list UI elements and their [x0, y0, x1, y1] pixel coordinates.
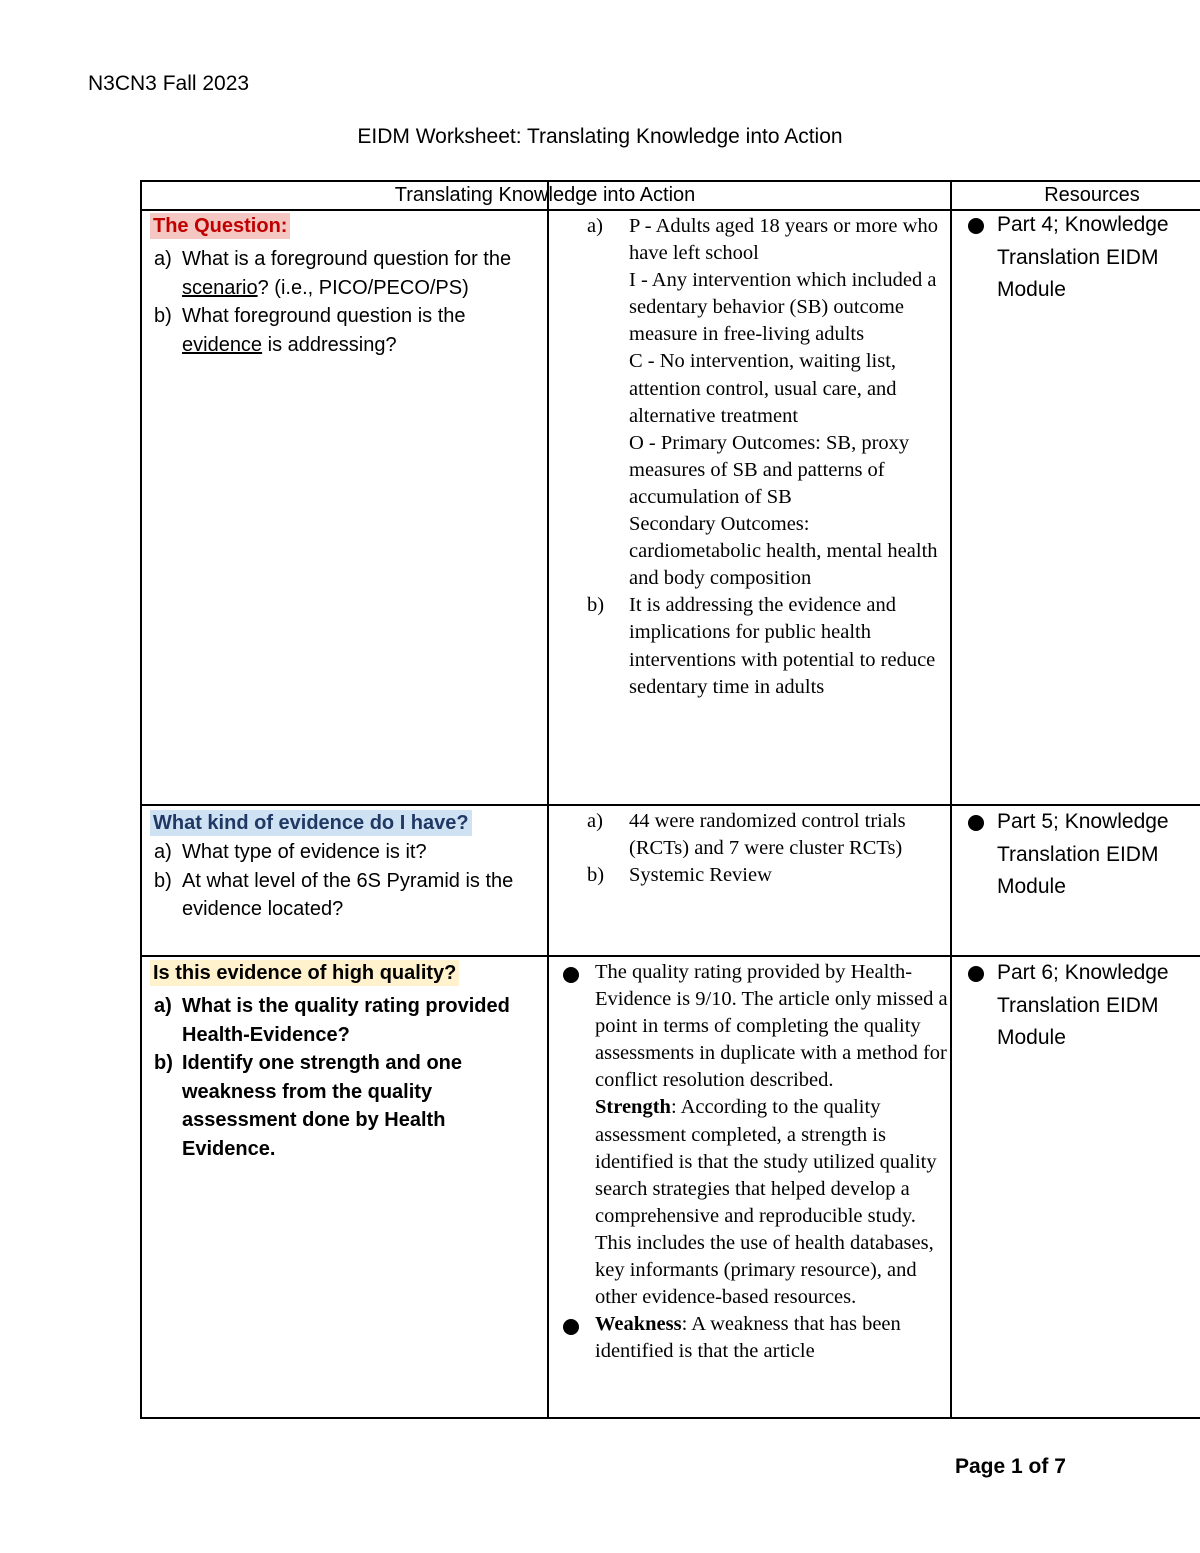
answer-bullet: Weakness: A weakness that has been identified is that the article — [550, 1311, 950, 1365]
table-divider-resources — [950, 180, 952, 1419]
answer-cell — [550, 959, 950, 1365]
resource-text: Part 6; Knowledge Translation EIDM Module — [997, 961, 1169, 1049]
resource-cell — [952, 957, 1200, 1055]
answer-item: a) 44 were randomized control trials (RCTs) and 7 were cluster RCTs) — [587, 810, 906, 860]
answer-item: b) It is addressing the evidence and implications for public health interventions with potential to reduce sedentary time in adults — [587, 594, 936, 698]
bullet-icon — [563, 967, 579, 983]
table-border-top — [140, 180, 1200, 182]
table-divider-answer — [547, 180, 549, 1419]
answer-item: a) P - Adults aged 18 years or more who have left school I - Any intervention which included a sedentary behavior (SB) outcome measure in free-living adults C - No intervention, waiting list, attention control, usual care, and alternative treatment O - Primary Outcomes: SB, proxy measures of SB and patterns of accumulation of SB Secondary Outcomes: cardiometabolic health, mental health and body composition — [587, 215, 938, 590]
question-item: a) What type of evidence is it? — [154, 841, 427, 863]
column-header-resources: Resources — [1044, 184, 1140, 206]
answer-cell — [584, 213, 946, 701]
bullet-icon — [968, 966, 984, 982]
answer-item: b) Systemic Review — [587, 864, 772, 887]
table-border-left — [140, 180, 142, 1419]
document-title: EIDM Worksheet: Translating Knowledge into Action — [357, 125, 843, 148]
answer-cell — [584, 808, 946, 889]
table-border-bottom — [140, 1417, 1200, 1419]
question-cell — [150, 960, 530, 1163]
resource-cell — [952, 806, 1200, 904]
question-heading: Is this evidence of high quality? — [150, 960, 459, 986]
question-item: b) Identify one strength and one weakness from the quality assessment done by Health Evidence. — [154, 1052, 463, 1160]
page-number: Page 1 of 7 — [955, 1455, 1066, 1478]
bullet-icon — [968, 218, 984, 234]
question-item: b) At what level of the 6S Pyramid is the evidence located? — [154, 869, 514, 920]
answer-bullet: The quality rating provided by Health-Evidence is 9/10. The article only missed a point in terms of completing the quality assessments in duplicate with a method for conflict resolution described. Strength: According to the quality assessment completed, a strength is identified is that the study utilized quality search strategies that helped develop a comprehensive and reproducible study. This includes the use of health databases, key informants (primary resource), and other evidence-based resources. — [550, 959, 950, 1311]
course-header: N3CN3 Fall 2023 — [88, 72, 250, 95]
bullet-icon — [968, 815, 984, 831]
question-heading: The Question: — [150, 213, 290, 239]
column-header-translating: Translating Knowledge into Action — [394, 184, 696, 206]
question-item: a) What is a foreground question for the scenario? (i.e., PICO/PECO/PS) — [154, 248, 512, 299]
question-item: a) What is the quality rating provided Health-Evidence? — [154, 995, 510, 1046]
resource-cell — [952, 209, 1200, 307]
resource-text: Part 4; Knowledge Translation EIDM Module — [997, 213, 1169, 301]
question-item: b) What foreground question is the evidence is addressing? — [154, 305, 466, 356]
question-heading: What kind of evidence do I have? — [150, 810, 472, 836]
question-cell — [150, 213, 530, 359]
question-cell — [150, 810, 530, 924]
worksheet-table — [140, 180, 1200, 1419]
resource-text: Part 5; Knowledge Translation EIDM Module — [997, 810, 1169, 898]
bullet-icon — [563, 1319, 579, 1335]
